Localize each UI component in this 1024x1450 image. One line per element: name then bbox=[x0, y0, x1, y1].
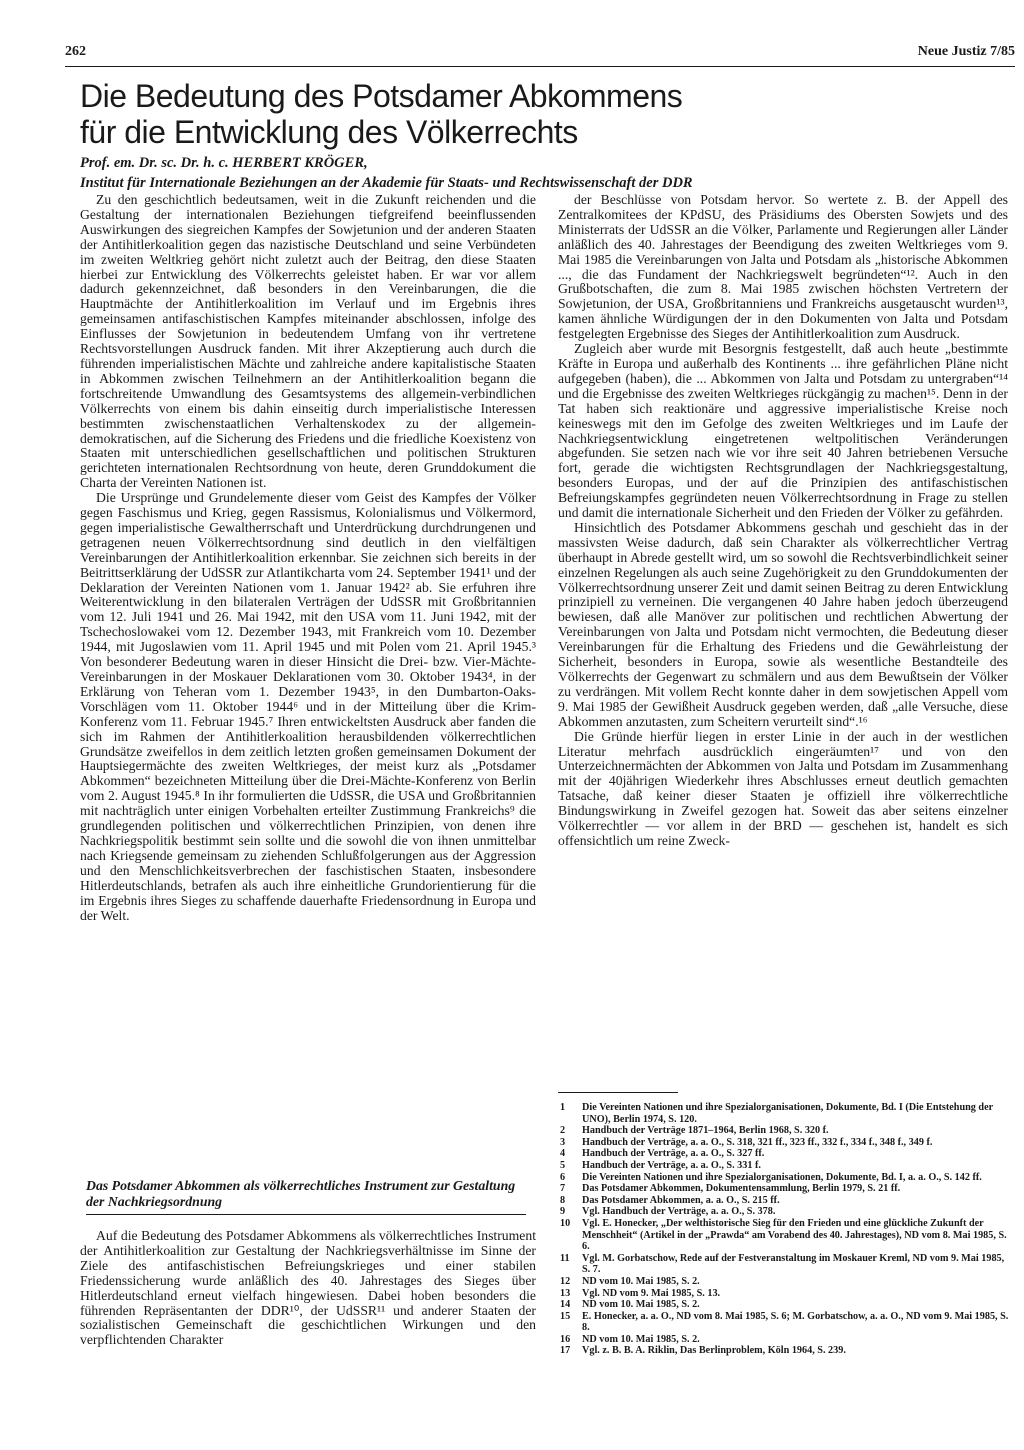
footnote bbox=[560, 1172, 1010, 1184]
footnote bbox=[560, 1276, 1010, 1288]
paragraph: Hinsichtlich des Potsdamer Abkommens geschah und geschieht das in der massivsten Weise dadurch, daß sein Charakter als völkerrechtlicher Vertrag überhaupt in Abrede gestellt wird, um so sowohl die Rechtsverbindlichkeit seiner einzelnen Regelungen als auch seine Zugehörigkeit zu den Grunddokumenten der Völkerrechtsordnung unserer Zeit und damit seinen Beitrag zu deren Entwicklung prinzipiell zu verneinen. Die vergangenen 40 Jahre haben jedoch überzeugend bewiesen, daß alle Manöver zur politischen und rechtlichen Abwertung der Vereinbarungen von Jalta und Potsdam nicht vermochten, die Bedeutung dieser Vereinbarungen für die Erhaltung des Friedens und die Gewährleistung der Sicherheit, besonders in Europa, sowie als wesentliche Bestandteile des Völkerrechts der Gegenwart zu schmälern und aus dem Bewußtsein der Völker zu verdrängen. Mit vollem Recht konnte daher in dem sowjetischen Appell vom 9. Mai 1985 der Gewißheit Ausdruck gegeben werden, daß „alle Versuche, diese Abkommen anzutasten, zum Scheitern verurteilt sind“.¹⁶ bbox=[558, 519, 1008, 729]
paragraph: Zugleich aber wurde mit Besorgnis festgestellt, daß auch heute „bestimmte Kräfte in Europa und außerhalb des Kontinents ... ihre gefährlichen Pläne nicht aufgegeben (haben), die ... Abkommen von Jalta und Potsdam zu untergraben“¹⁴ und die Ergebnisse des zweiten Weltkrieges rückgängig zu machen¹⁵. Denn in der Tat haben sich reaktionäre und aggressive imperialistische Kreise noch keineswegs mit den im Gefolge des zweiten Weltkrieges und im Laufe der Nachkriegsentwicklung eingetretenen weltpolitischen Veränderungen abgefunden. Sie setzen nach wie vor ihre seit 40 Jahren betriebenen Versuche fort, gerade die wichtigsten Rechtsgrundlagen der Nachkriegsgestaltung, besonders Europas, und der auf die Prinzipien des antifaschistischen Befreiungskampfes gegründeten neuen Völkerrechtsordnung in Frage zu stellen und damit die internationale Sicherheit und den Frieden der Völker zu gefährden. bbox=[558, 341, 1008, 521]
footnote-text: ND vom 10. Mai 1985, S. 2. bbox=[582, 1333, 700, 1345]
footnote bbox=[560, 1311, 1010, 1334]
footnote-text: ND vom 10. Mai 1985, S. 2. bbox=[582, 1299, 700, 1311]
footnote-number: 10 bbox=[560, 1217, 571, 1229]
footnote-text: Die Vereinten Nationen und ihre Spezialorganisationen, Dokumente, Bd. I (Die Entstehung der UNO), Berlin 1974, S. 120. bbox=[582, 1102, 993, 1125]
footnote bbox=[560, 1253, 1010, 1276]
footnote bbox=[560, 1195, 1010, 1207]
footnote bbox=[560, 1288, 1010, 1300]
footnote-number: 17 bbox=[560, 1345, 571, 1357]
section-subheading: Das Potsdamer Abkommen als völkerrechtliches Instrument zur Gestaltung der Nachkriegsordnung bbox=[86, 1178, 516, 1209]
left-column bbox=[80, 193, 536, 1171]
footnote-number: 6 bbox=[560, 1171, 566, 1183]
paragraph: Zu den geschichtlich bedeutsamen, weit in die Zukunft reichenden und die Gestaltung der internationalen Beziehungen tiefgreifend beeinflussenden Auswirkungen des siegreichen Kampfes der Sowjetunion und der anderen Staaten der Antihitlerkoalition gegen das nazistische Deutschland und seine Verbündeten im zweiten Weltkrieg gehört nicht zuletzt auch der Beitrag, den diese Staaten hierbei zur Entwicklung des Völkerrechts geleistet haben. Er war vor allem dadurch gekennzeichnet, daß besonders in den Vereinbarungen, die die Hauptmächte der Antihitlerkoalition im Verlauf und im Ergebnis ihres gemeinsamen antifaschistischen Kampfes miteinander abschlossen, infolge des Einflusses der Sowjetunion in bedeutendem Umfang von ihr vertretene Rechtsvorstellungen Ausdruck fanden. Mit ihrer Akzeptierung auch durch die führenden imperialistischen Mächte und zahlreiche andere kapitalistische Staaten in Abkommen zwischen Teilnehmern an der Antihitlerkoalition begann die fortschreitende Umwandlung des Gesamtsystems des allgemein-verbindlichen Völkerrechts von einem bis dahin einseitig durch imperialistische Interessen bestimmten zwischenstaatlichen Verhaltenskodex zu der allgemein-demokratischen, auf die Sicherung des Friedens und die friedliche Koexistenz von Staaten mit unterschiedlichen gesellschaftlichen und politischen Strukturen gerichteten internationalen Rechtsordnung von heute, deren Grunddokument die Charta der Vereinten Nationen ist. bbox=[80, 193, 536, 491]
footnote bbox=[560, 1125, 1010, 1137]
footnote-text: Das Potsdamer Abkommen, Dokumentensammlung, Berlin 1979, S. 21 ff. bbox=[582, 1183, 901, 1195]
footnote-number: 3 bbox=[560, 1136, 566, 1148]
footnote-number: 13 bbox=[560, 1287, 571, 1299]
footnote-text: Vgl. Handbuch der Verträge, a. a. O., S. 378. bbox=[582, 1206, 776, 1218]
footnote-text: Vgl. z. B. B. A. Riklin, Das Berlinproblem, Köln 1964, S. 239. bbox=[582, 1345, 846, 1357]
footnote-number: 15 bbox=[560, 1310, 571, 1322]
page-number: 262 bbox=[65, 44, 86, 59]
author-block bbox=[80, 153, 980, 193]
footnote-text: Handbuch der Verträge, a. a. O., S. 318, 321 ff., 323 ff., 332 f., 334 f., 348 f., 349 f. bbox=[582, 1136, 933, 1148]
footnotes bbox=[560, 1102, 1010, 1357]
footnote-text: Vgl. M. Gorbatschow, Rede auf der Festveranstaltung im Moskauer Kreml, ND vom 9. Mai 1985, S. 7. bbox=[582, 1252, 1005, 1276]
footnote-text: Handbuch der Verträge, a. a. O., S. 327 ff. bbox=[582, 1148, 765, 1160]
footnote-text: Vgl. ND vom 9. Mai 1985, S. 13. bbox=[582, 1287, 721, 1299]
author-affiliation: Institut für Internationale Beziehungen an der Akademie für Staats- und Rechtswissenschaft der DDR bbox=[80, 175, 693, 191]
footnote bbox=[560, 1218, 1010, 1253]
footnote-text: Die Vereinten Nationen und ihre Spezialorganisationen, Dokumente, Bd. I, a. a. O., S. 142 ff. bbox=[582, 1171, 982, 1183]
footnote-number: 1 bbox=[560, 1102, 566, 1113]
paragraph: Die Ursprünge und Grundelemente dieser vom Geist des Kampfes der Völker gegen Faschismus und Krieg, gegen Rassismus, Kolonialismus und Völkermord, gegen imperialistische Gewaltherrschaft und Unterdrückung durchdrungenen und getragenen neuen Völkerrechtsordnung sind deutlich in den vielfältigen Vereinbarungen der Antihitlerkoalition erkennbar. Sie zeichnen sich bereits in der Beitrittserklärung der UdSSR zur Atlantikcharta vom 24. September 1941¹ und der Deklaration der Vereinten Nationen vom 1. Januar 1942² ab. Sie erfuhren ihre Weiterentwicklung in den bilateralen Verträgen der UdSSR mit Großbritannien vom 12. Juli 1941 und 26. Mai 1942, mit den USA vom 11. Juni 1942, mit der Tschechoslowakei vom 12. Dezember 1943, mit Frankreich vom 10. Dezember 1944, mit Jugoslawien vom 11. April 1945 und mit Polen vom 21. April 1945.³ Von besonderer Bedeutung waren in dieser Hinsicht die Drei- bzw. Vier-Mächte-Vereinbarungen in der Moskauer Deklarationen vom 30. Oktober 1943⁴, in der Erklärung von Teheran vom 1. Dezember 1943⁵, in den Dumbarton-Oaks-Vorschlägen vom 11. Oktober 1944⁶ und in der Mitteilung über die Krim-Konferenz vom 11. Februar 1945.⁷ Ihren entwickeltsten Ausdruck aber fanden die sich im Rahmen der Antihitlerkoalition herausbildenden völkerrechtlichen Grundsätze zweifellos in dem zeitlich letzten großen gemeinsamen Dokument der Hauptsiegermächte des zweiten Weltkrieges, der meist kurz als „Potsdamer Abkommen“ bezeichneten Mitteilung über die Drei-Mächte-Konferenz von Berlin vom 2. August 1945.⁸ In ihr formulierten die UdSSR, die USA und Großbritannien mit nachträglich unter einigen Vorbehalten erteilter Zustimmung Frankreichs⁹ die grundlegenden politischen und völkerrechtlichen Prinzipien, von denen ihre Nachkriegspolitik bestimmt sein sollte und die sowohl die von ihnen unmittelbar nach Kriegsende gemeinsam zu ziehenden Schlußfolgerungen aus der Aggression und den Menschlichkeitsverbrechen der faschistischen Staaten, insbesondere Hitlerdeutschlands, betrafen als auch ihre einheitliche Grundorientierung für die im Ergebnis ihres Sieges zu schaffende dauerhafte Friedensordnung in Europa und der Welt. bbox=[80, 490, 536, 923]
footnote bbox=[560, 1334, 1010, 1346]
footnote bbox=[560, 1137, 1010, 1149]
footnote bbox=[560, 1206, 1010, 1218]
footnote-number: 2 bbox=[560, 1125, 566, 1137]
footnote bbox=[560, 1148, 1010, 1160]
footnote bbox=[560, 1183, 1010, 1195]
footnote bbox=[560, 1102, 1010, 1125]
left-column-section bbox=[80, 1229, 536, 1369]
journal-issue: Neue Justiz 7/85 bbox=[917, 44, 1015, 59]
article-title bbox=[80, 78, 980, 150]
footnote-text: Handbuch der Verträge, a. a. O., S. 331 f. bbox=[582, 1159, 761, 1171]
footnote-number: 16 bbox=[560, 1333, 571, 1345]
footnote-number: 12 bbox=[560, 1275, 571, 1287]
footnote-number: 14 bbox=[560, 1299, 571, 1311]
footnote-text: Handbuch der Verträge 1871–1964, Berlin 1968, S. 320 f. bbox=[582, 1125, 829, 1137]
page-header bbox=[65, 44, 1015, 64]
footnote-number: 9 bbox=[560, 1206, 566, 1218]
paragraph: Die Gründe hierfür liegen in erster Linie in der auch in der westlichen Literatur mehrfach ausdrücklich eingeräumten¹⁷ und von den Unterzeichnermächten der Abkommen von Jalta und Potsdam im Zusammenhang mit der 40jährigen Wiederkehr ihres Abschlusses erneut deutlich gemachten Tatsache, daß keiner dieser Staaten je offiziell ihre völkerrechtliche Bindungswirkung in Zweifel gezogen hat. Soweit das aber seitens einzelner Völkerrechtler — vor allem in der BRD — geschehen ist, handelt es sich offensichtlich um reine Zweck- bbox=[558, 728, 1008, 848]
footnote bbox=[560, 1160, 1010, 1172]
right-column bbox=[558, 193, 1008, 1078]
paragraph: Auf die Bedeutung des Potsdamer Abkommens als völkerrechtliches Instrument der Antihitlerkoalition zur Gestaltung der Nachkriegsverhältnisse im Sinne der Ziele des antifaschistischen Befreiungskrieges und einer stabilen Friedenssicherung wurde anläßlich des 40. Jahrestages des Sieges über Hitlerdeutschland erneut vielfach hingewiesen. Dabei hoben besonders die führenden Repräsentanten der DDR¹⁰, der UdSSR¹¹ und anderer Staaten der sozialistischen Gemeinschaft die geschichtlichen Wirkungen und den verpflichtenden Charakter bbox=[80, 1229, 536, 1348]
footnote-number: 8 bbox=[560, 1194, 566, 1206]
title-line-2: für die Entwicklung des Völkerrechts bbox=[80, 114, 578, 150]
footnote-number: 7 bbox=[560, 1183, 566, 1195]
footnote-number: 5 bbox=[560, 1159, 566, 1171]
footnote-text: E. Honecker, a. a. O., ND vom 8. Mai 1985, S. 6; M. Gorbatschow, a. a. O., ND vom 9. Mai 1985, S. 8. bbox=[582, 1310, 1009, 1334]
footnote-rule bbox=[558, 1092, 678, 1093]
paragraph: der Beschlüsse von Potsdam hervor. So wertete z. B. der Appell des Zentralkomitees der KPdSU, des Präsidiums des Obersten Sowjets und des Ministerrats der UdSSR an die Völker, Parlamente und Regierungen aller Länder anläßlich des 40. Jahrestages der Beendigung des zweiten Weltkrieges vom 9. Mai 1985 die Vereinbarungen von Jalta und Potsdam als „historische Abkommen ..., die das Fundament der Nachkriegswelt begründeten“¹². Auch in den Grußbotschaften, die zum 8. Mai 1985 zwischen höchsten Vertretern der Sowjetunion, der USA, Großbritanniens und Frankreichs ausgetauscht wurden¹³, kamen ähnliche Würdigungen der in den Dokumenten von Jalta und Potsdam festgelegten Ergebnisse des Sieges der Antihitlerkoalition zum Ausdruck. bbox=[558, 193, 1008, 342]
footnote bbox=[560, 1345, 1010, 1357]
footnote-text: Das Potsdamer Abkommen, a. a. O., S. 215 ff. bbox=[582, 1194, 780, 1206]
footnote-text: Vgl. E. Honecker, „Der welthistorische Sieg für den Frieden und eine glückliche Zukunft der Menschheit“ (Artikel in der „Prawda“ am Vorabend des 40. Jahrestages), ND vom 8. Mai 1985, S. 6. bbox=[582, 1217, 1007, 1253]
header-rule bbox=[65, 66, 1015, 67]
subheading-rule bbox=[86, 1214, 526, 1215]
title-line-1: Die Bedeutung des Potsdamer Abkommens bbox=[80, 78, 683, 114]
footnote-number: 4 bbox=[560, 1148, 566, 1160]
footnote bbox=[560, 1299, 1010, 1311]
author-name: Prof. em. Dr. sc. Dr. h. c. HERBERT KRÖGER, bbox=[80, 155, 368, 171]
footnote-number: 11 bbox=[560, 1252, 570, 1264]
footnote-text: ND vom 10. Mai 1985, S. 2. bbox=[582, 1275, 700, 1287]
